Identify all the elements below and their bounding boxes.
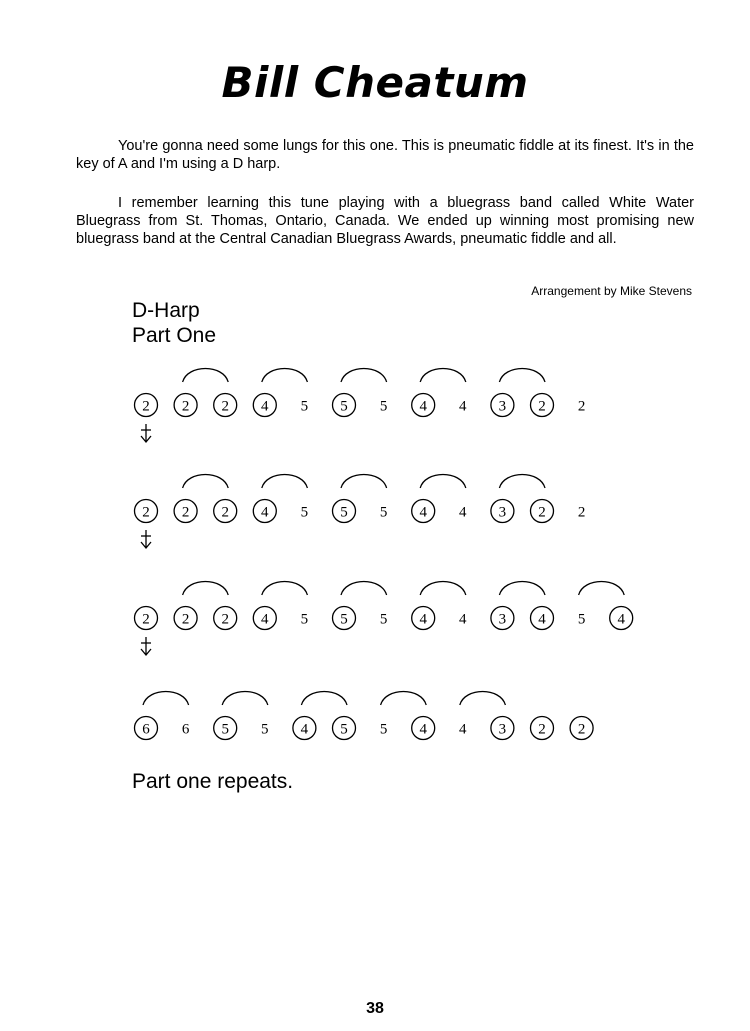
hole-number: 6 — [181, 721, 190, 738]
hole-number: 5 — [261, 721, 269, 738]
hole-number: 2 — [142, 611, 150, 628]
hole-number: 4 — [300, 721, 309, 738]
hole-number: 5 — [577, 611, 586, 628]
slur-arc — [183, 369, 229, 383]
hole-number: 4 — [419, 611, 427, 628]
hole-number: 4 — [261, 504, 269, 521]
hole-number: 3 — [498, 398, 507, 415]
hole-number: 3 — [498, 721, 507, 738]
hole-number: 4 — [538, 611, 546, 628]
hole-number: 3 — [498, 504, 507, 521]
hole-number: 4 — [617, 611, 625, 628]
hole-number: 4 — [459, 504, 467, 521]
hole-number: 4 — [261, 611, 269, 628]
slur-arc — [460, 692, 506, 706]
harp-key-heading: D-Harp — [132, 299, 200, 322]
hole-number: 6 — [142, 721, 150, 738]
hole-number: 4 — [261, 398, 269, 415]
hole-number: 5 — [300, 611, 309, 628]
part-heading: Part One — [132, 324, 217, 347]
slur-arc — [301, 692, 347, 706]
slur-arc — [381, 692, 427, 706]
hole-number: 2 — [538, 398, 546, 415]
hole-number: 5 — [340, 611, 348, 628]
arrangement-credit: Arrangement by Mike Stevens — [531, 284, 692, 298]
slur-arc — [341, 369, 387, 383]
slur-arc — [499, 369, 545, 383]
slur-arc — [183, 582, 229, 596]
hole-number: 2 — [181, 611, 190, 628]
intro-paragraph-2: I remember learning this tune playing with a bluegrass band called White Water Bluegrass from St. Thomas, Ontario, Canada. We ended up winning most promising new bluegrass band at the Central Canadian Bluegrass Awards, pneumatic fiddle and all. — [76, 195, 694, 247]
hole-number: 2 — [181, 504, 190, 521]
repeat-instruction: Part one repeats. — [132, 770, 294, 793]
hole-number: 2 — [142, 504, 150, 521]
hole-number: 5 — [379, 721, 388, 738]
hole-number: 4 — [419, 504, 427, 521]
hole-number: 2 — [538, 721, 546, 738]
slur-arc — [420, 582, 466, 596]
hole-number: 5 — [221, 721, 229, 738]
hole-number: 2 — [577, 398, 586, 415]
slur-arc — [183, 475, 229, 489]
slur-arc — [262, 369, 308, 383]
hole-number: 4 — [459, 398, 467, 415]
hole-number: 5 — [379, 398, 388, 415]
slur-arc — [579, 582, 625, 596]
hole-number: 2 — [538, 504, 546, 521]
slur-arc — [499, 582, 545, 596]
slur-arc — [262, 582, 308, 596]
slur-arc — [420, 475, 466, 489]
hole-number: 2 — [577, 504, 586, 521]
slur-arc — [143, 692, 189, 706]
hole-number: 2 — [221, 398, 229, 415]
hole-number: 2 — [577, 721, 586, 738]
hole-number: 5 — [340, 398, 348, 415]
hole-number: 2 — [142, 398, 150, 415]
slur-arc — [262, 475, 308, 489]
hole-number: 5 — [340, 721, 348, 738]
hole-number: 2 — [181, 398, 190, 415]
page-number: 38 — [366, 1000, 384, 1017]
hole-number: 5 — [300, 398, 309, 415]
hole-number: 5 — [379, 504, 388, 521]
hole-number: 5 — [300, 504, 309, 521]
slur-arc — [222, 692, 268, 706]
intro-paragraph-1: You're gonna need some lungs for this one. This is pneumatic fiddle at its finest. It's in the key of A and I'm using a D harp. — [76, 138, 694, 172]
hole-number: 3 — [498, 611, 507, 628]
hole-number: 4 — [419, 398, 427, 415]
hole-number: 4 — [419, 721, 427, 738]
hole-number: 5 — [340, 504, 348, 521]
hole-number: 5 — [379, 611, 388, 628]
hole-number: 4 — [459, 721, 467, 738]
hole-number: 4 — [459, 611, 467, 628]
song-title: Bill Cheatum — [221, 58, 529, 107]
hole-number: 2 — [221, 611, 229, 628]
slur-arc — [420, 369, 466, 383]
hole-number: 2 — [221, 504, 229, 521]
slur-arc — [499, 475, 545, 489]
slur-arc — [341, 582, 387, 596]
slur-arc — [341, 475, 387, 489]
